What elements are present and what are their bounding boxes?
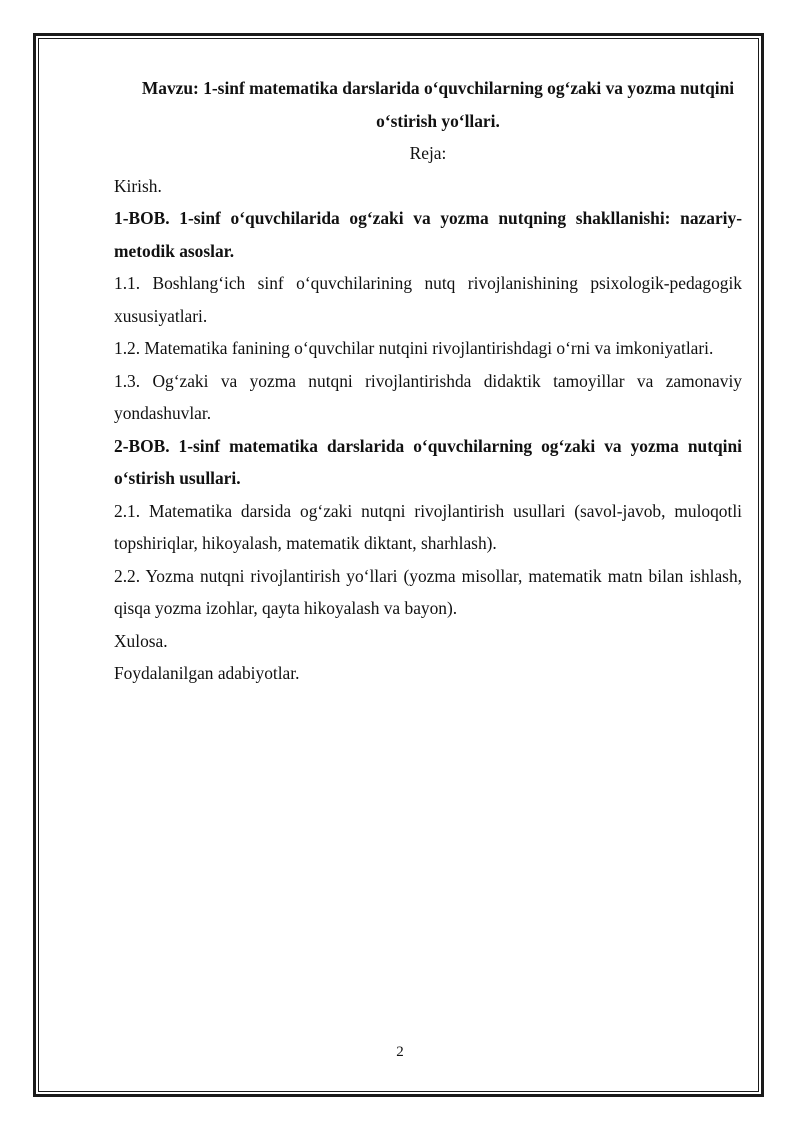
plan-heading: Reja: [409,143,447,163]
document-body [114,72,742,690]
plan-item-chapter-2: 2-BOB. 1-sinf matematika darslarida o‘quvchilarning og‘zaki va yozma nutqini o‘stirish usullari. [114,435,742,488]
plan-item-conclusion: Xulosa. [114,630,168,651]
document-title: Mavzu: 1-sinf matematika darslarida o‘quvchilarning og‘zaki va yozma nutqini o‘stirish yo‘llari. [141,78,735,131]
plan-item-chapter-1: 1-BOB. 1-sinf o‘quvchilarida og‘zaki va yozma nutqning shakllanishi: nazariy-metodik asoslar. [114,208,742,261]
plan-item-references: Foydalanilgan adabiyotlar. [114,663,300,683]
plan-item-2-1: 2.1. Matematika darsida og‘zaki nutqni rivojlantirish usullari (savol-javob, muloqotli topshiriqlar, hikoyalash, matematik diktant, sharhlash). [114,500,742,553]
plan-item-2-2: 2.2. Yozma nutqni rivojlantirish yo‘llari (yozma misollar, matematik matn bilan ishlash, qisqa yozma izohlar, qayta hikoyalash va bayon). [114,565,742,618]
plan-item-intro: Kirish. [114,175,162,196]
plan-item-1-2: 1.2. Matematika fanining o‘quvchilar nutqini rivojlantirishdagi o‘rni va imkoniyatlari. [114,338,714,358]
plan-item-1-3: 1.3. Og‘zaki va yozma nutqni rivojlantirishda didaktik tamoyillar va zamonaviy yondashuvlar. [114,370,742,423]
page-number: 2 [396,1044,404,1060]
plan-item-1-1: 1.1. Boshlang‘ich sinf o‘quvchilarining nutq rivojlanishining psixologik-pedagogik xususiyatlari. [114,273,742,326]
